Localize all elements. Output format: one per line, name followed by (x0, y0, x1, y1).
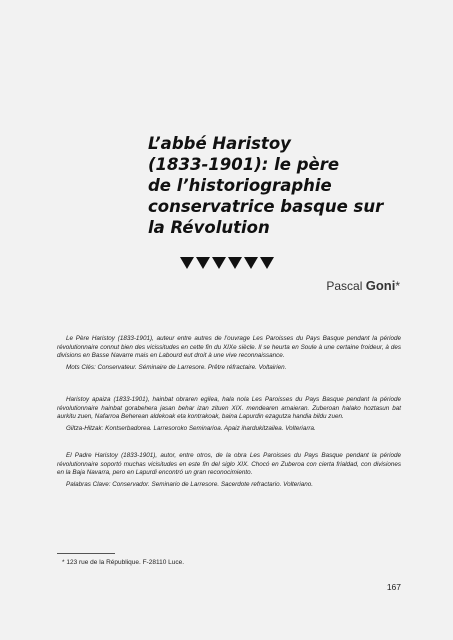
title-line: la Révolution (148, 218, 270, 237)
triangle-icon (212, 257, 226, 269)
author-footnote-mark: * (395, 279, 400, 293)
author-name (300, 278, 400, 293)
abstract-text: El Padre Haristoy (1833-1901), autor, entre otros, de la obra Les Paroisses du Pays Basque pendant la période révolutionnaire soportó muchas vicisitudes en este fin del siglo XIX. Chocó en Zuberoa con cierta frialdad, con divisiones en la Baja Navarra, pero en Lapurdi encontró un gran reconocimiento. (57, 452, 401, 477)
triangle-icon (244, 257, 258, 269)
author-surname: Goni (365, 278, 396, 293)
author-given-name: Pascal (326, 279, 366, 293)
abstract-basque (57, 396, 401, 433)
abstract-text: Haristoy apaiza (1833-1901), hainbat obraren egilea, hala nola Les Paroisses du Pays Basque pendant la période révolutionnaire hainbat gorabehera jasan behar izan zituen XIX. mendearen amaieran. Zuberoan halako hoztasun bat aurkitu zuen, Nafarroa Beherean aldekoak eta kontrakoak, baina Lapurdin ezagutza handia bildu zuen. (57, 396, 401, 421)
abstract-text: Le Père Haristoy (1833-1901), auteur entre autres de l’ouvrage Les Paroisses du Pays Basque pendant la période révolutionnaire connut bien des vicissitudes en cette fin du XIXe siècle. Il se heurta en Soule à une certaine froideur, à des divisions en Basse Navarre mais en Labourd eut droit à une vive reconnaissance. (57, 335, 401, 360)
triangle-icon (228, 257, 242, 269)
triangle-icon (260, 257, 274, 269)
triangle-icon (180, 257, 194, 269)
title-line: de l’historiographie (148, 176, 332, 195)
page-number: 167 (386, 582, 401, 592)
abstract-keywords: Giltza-Hitzak: Kontserbadorea. Larresoroko Seminarioa. Apaiz ihardukitzailea. Volteriarra. (66, 424, 316, 432)
footnote: * 123 rue de la République. F-28110 Luce. (62, 559, 185, 566)
abstract-spanish (57, 452, 401, 489)
article-title (148, 133, 418, 238)
title-line: conservatrice basque sur (148, 197, 384, 216)
abstract-french (57, 335, 401, 372)
title-line: L’abbé Haristoy (148, 134, 291, 153)
footnote-divider (57, 553, 115, 554)
abstract-keywords: Mots Clés: Conservateur. Séminaire de Larresore. Prêtre réfractaire. Voltairien. (66, 363, 287, 371)
abstract-keywords: Palabras Clave: Conservador. Seminario de Larresore. Sacerdote refractario. Volteriano. (66, 480, 313, 488)
six-down-triangles-icon (180, 256, 276, 270)
title-line: (1833-1901): le père (148, 155, 340, 174)
triangle-icon (196, 257, 210, 269)
